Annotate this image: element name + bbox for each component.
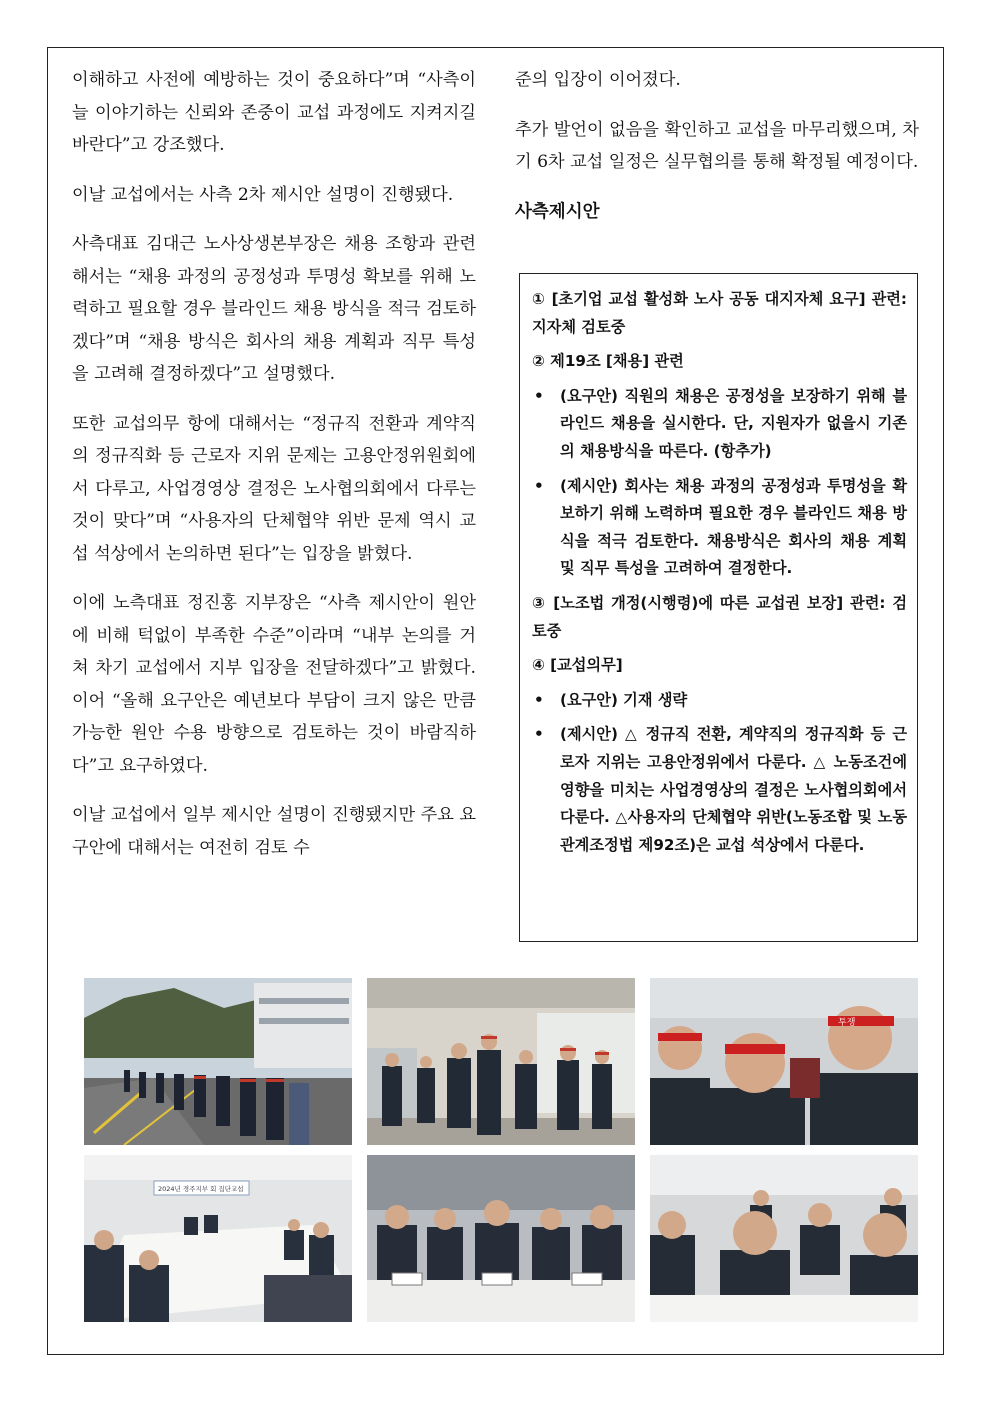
list-item-text: (제시안) 회사는 채용 과정의 공정성과 투명성을 확보하기 위해 노력하며 필요한 경우 블라인드 채용 방식을 적극 검토한다. 채용방식은 회사의 채용 계획 및 직무 특성을 고려하여 결정한다. xyxy=(560,476,907,578)
list-item xyxy=(532,383,907,466)
bullet-icon: • xyxy=(534,690,544,709)
bullet-icon: • xyxy=(534,476,544,495)
list-item-text: (요구안) 기재 생략 xyxy=(560,690,688,709)
paragraph: 준의 입장이 이어졌다. xyxy=(515,70,681,90)
photo-seated-participants xyxy=(650,1155,918,1322)
paragraph: 이날 교섭에서는 사측 2차 제시안 설명이 진행됐다. xyxy=(72,184,454,205)
proposal-item-4: ④ [교섭의무] xyxy=(532,656,623,675)
list-item xyxy=(532,687,907,715)
proposal-item-3: ③ [노조법 개정(시행령)에 따른 교섭권 보장] 관련: 검토중 xyxy=(532,593,907,640)
list-item xyxy=(532,473,907,583)
right-column xyxy=(515,64,919,228)
headband-text: 투쟁 xyxy=(838,1018,856,1028)
photo-conference-room xyxy=(84,1155,352,1322)
photo-union-table xyxy=(367,1155,635,1322)
bullet-icon: • xyxy=(534,725,544,744)
proposal-item-2-list xyxy=(532,383,907,583)
section-heading: 사측제시안 xyxy=(515,201,600,222)
paragraph: 이에 노측대표 정진홍 지부장은 “사측 제시안이 원안에 비해 턱없이 부족한 수준”이라며 “내부 논의를 거쳐 차기 교섭에서 지부 입장을 전달하겠다”고 밝혔다. 이어 “올해 요구안은 예년보다 부담이 크지 않은 만큼 가능한 원안 수용 방향으로 검토하는 것이 바람직하다”고 요구하였다. xyxy=(72,593,476,776)
proposal-item-1: ① [초기업 교섭 활성화 노사 공동 대지자체 요구] 관련: 지자체 검토중 xyxy=(532,290,907,336)
left-column xyxy=(72,64,476,881)
list-item-text: (요구안) 직원의 채용은 공정성을 보장하기 위해 블라인드 채용을 실시한다. 단, 지원자가 없을시 기존의 채용방식을 따른다. (항추가) xyxy=(560,386,907,460)
photo-headband-closeup xyxy=(650,978,918,1145)
paragraph: 이날 교섭에서 일부 제시안 설명이 진행됐지만 주요 요구안에 대해서는 여전히 검토 수 xyxy=(72,805,476,858)
paragraph: 또한 교섭의무 항에 대해서는 “정규직 전환과 계약직의 정규직화 등 근로자 지위 문제는 고용안정위원회에서 다루고, 사업경영상 결정은 노사협의회에서 다루는 것이 맞다”며 “사용자의 단체협약 위반 문제 역시 교섭 석상에서 논의하면 된다”는 입장을 밝혔다. xyxy=(72,413,476,564)
paragraph: 이해하고 사전에 예방하는 것이 중요하다”며 “사측이 늘 이야기하는 신뢰와 존중이 교섭 과정에도 지켜지길 바란다”고 강조했다. xyxy=(72,70,476,155)
paragraph: 사측대표 김대근 노사상생본부장은 채용 조항과 관련해서는 “채용 과정의 공정성과 투명성 확보를 위해 노력하고 필요할 경우 블라인드 채용 방식을 적극 검토하겠다”며 “채용 방식은 회사의 채용 계획과 직무 특성을 고려해 결정하겠다”고 설명했다. xyxy=(72,234,476,384)
proposal-item-4-list xyxy=(532,687,907,860)
proposal-box xyxy=(519,273,918,942)
photo-grid xyxy=(84,978,918,1322)
photo-outdoor-rally xyxy=(84,978,352,1145)
list-item-text: (제시안) △ 정규직 전환, 계약직의 정규직화 등 근로자 지위는 고용안정위에서 다룬다. △ 노동조건에 영향을 미치는 사업경영상의 결정은 노사협의회에서 다룬다. △사용자의 단체협약 위반(노동조합 및 노동관계조정법 제92조)은 교섭 석상에서 다룬다. xyxy=(560,725,907,854)
list-item xyxy=(532,721,907,859)
banner-text: 2024년 경주지부 회 집단교섭 xyxy=(158,1185,244,1193)
proposal-item-2: ② 제19조 [채용] 관련 xyxy=(532,352,684,371)
bullet-icon: • xyxy=(534,386,544,405)
paragraph: 추가 발언이 없음을 확인하고 교섭을 마무리했으며, 차기 6차 교섭 일정은 실무협의를 통해 확정될 예정이다. xyxy=(515,119,919,172)
photo-indoor-speech xyxy=(367,978,635,1145)
